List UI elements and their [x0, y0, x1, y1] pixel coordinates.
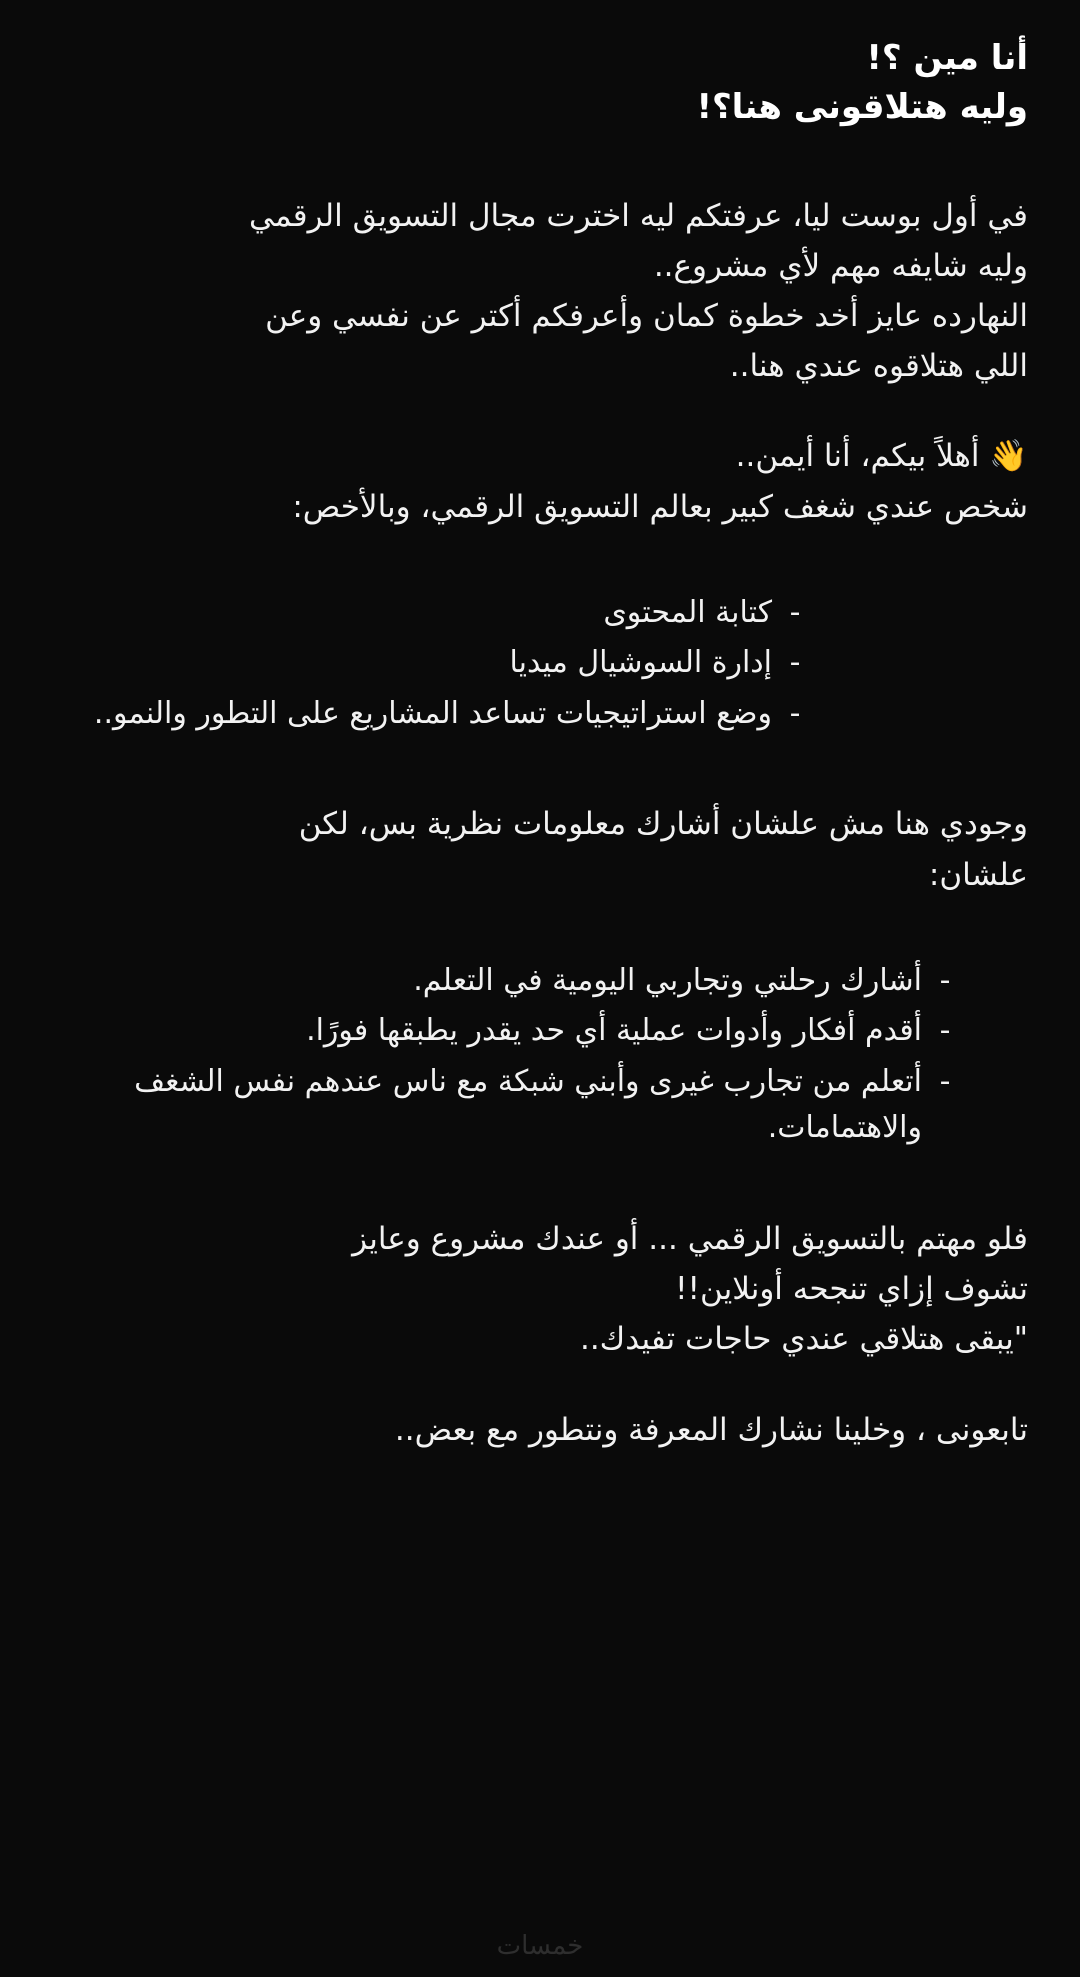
intro-paragraph: [52, 191, 1028, 392]
spacer: [52, 900, 1028, 958]
list-item: [52, 640, 818, 687]
closing-paragraph: [52, 1214, 1028, 1365]
list-item: [52, 691, 818, 738]
headline-line-1: أنا مين ؟!: [866, 38, 1028, 78]
bullet-dash-icon: -: [939, 1013, 951, 1049]
list-item-text: وضع استراتيجيات تساعد المشاريع على التطور والنمو..: [93, 695, 772, 731]
bullet-dash-icon: -: [939, 962, 951, 998]
closing-line-3: "يبقى هتلاقي عندي حاجات تفيدك..: [579, 1321, 1028, 1358]
purpose-line-2: علشان:: [928, 856, 1028, 893]
list-item: [52, 958, 968, 1005]
skills-list: [52, 590, 1028, 738]
spacer: [52, 133, 1028, 191]
paragraph1-line-1: في أول بوست ليا، عرفتكم ليه اخترت مجال التسويق الرقمي: [248, 197, 1028, 234]
paragraph1-line-2: وليه شايفه مهم لأي مشروع..: [653, 247, 1028, 284]
bullet-dash-icon: -: [789, 594, 801, 630]
greeting-text: أهلاً بيكم، أنا أيمن..: [735, 438, 980, 475]
list-item-text: أقدم أفكار وأدوات عملية أي حد يقدر يطبقها فورًا.: [306, 1013, 922, 1049]
bullet-dash-icon: -: [789, 695, 801, 731]
bullet-dash-icon: -: [939, 1063, 951, 1099]
closing-line-1: فلو مهتم بالتسويق الرقمي ... أو عندك مشروع وعايز: [352, 1220, 1028, 1257]
list-item-text: أتعلم من تجارب غيرى وأبني شبكة مع ناس عندهم نفس الشغف والاهتمامات.: [134, 1063, 922, 1146]
spacer: [52, 741, 1028, 799]
post-headline: [52, 34, 1028, 133]
list-item: [52, 590, 818, 637]
paragraph1-line-3: النهارده عايز أخد خطوة كمان وأعرفكم أكتر عن نفسي وعن: [265, 298, 1028, 335]
list-item: [52, 1059, 968, 1152]
list-item: [52, 1008, 968, 1055]
list-item-text: أشارك رحلتي وتجاربي اليومية في التعلم.: [413, 962, 922, 998]
purpose-list: [52, 958, 1028, 1152]
list-item-text: كتابة المحتوى: [603, 594, 772, 630]
closing-line-2: تشوف إزاي تنجحه أونلاين!!: [675, 1271, 1028, 1308]
intro-line-2: شخص عندي شغف كبير بعالم التسويق الرقمي، وبالأخص:: [292, 488, 1028, 525]
spacer: [52, 1156, 1028, 1214]
self-introduction: [52, 431, 1028, 531]
list-item-text: إدارة السوشيال ميديا: [509, 645, 772, 681]
spacer: [52, 391, 1028, 431]
spacer: [52, 532, 1028, 590]
watermark: خمسات: [496, 1931, 584, 1961]
follow-line-1: تابعونى ، وخلينا نشارك المعرفة ونتطور مع بعض..: [394, 1411, 1028, 1448]
headline-line-2: وليه هتلاقونى هنا؟!: [696, 87, 1028, 128]
waving-hand-icon: 👋: [989, 438, 1028, 475]
paragraph1-line-4: اللي هتلاقوه عندي هنا..: [729, 348, 1028, 385]
follow-call-to-action: [52, 1405, 1028, 1455]
purpose-line-1: وجودي هنا مش علشان أشارك معلومات نظرية بس، لكن: [298, 806, 1028, 843]
spacer: [52, 1365, 1028, 1405]
bullet-dash-icon: -: [789, 645, 801, 681]
purpose-paragraph: [52, 799, 1028, 899]
greeting-line: [52, 431, 1028, 481]
